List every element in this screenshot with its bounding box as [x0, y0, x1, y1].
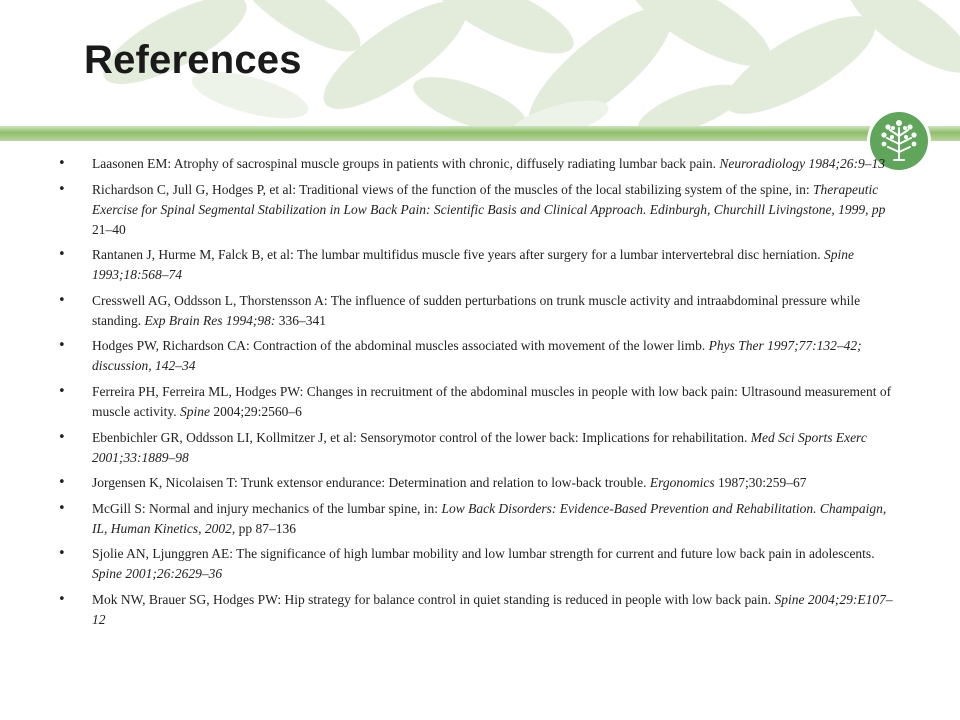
bullet-icon: • [58, 383, 66, 399]
reference-text: Ebenbichler GR, Oddsson LI, Kollmitzer J, et al: Sensorymotor control of the lower back: Implications for rehabilitation. [92, 429, 751, 445]
reference-citation: Phys Ther 1997;77:132–42; discussion, 142–34 [92, 338, 862, 374]
bullet-icon: • [58, 546, 66, 562]
reference-text: Rantanen J, Hurme M, Falck B, et al: The lumbar multifidus muscle five years after surgery for a lumbar intervertebral disc herniation. [92, 247, 825, 263]
reference-list [58, 154, 904, 636]
reference-tail: 2004;29:2560–6 [209, 403, 302, 419]
reference-citation: Spine [179, 403, 210, 419]
reference-citation: Spine 2001;26:2629–36 [92, 566, 223, 582]
reference-citation: Med Sci Sports Exerc 2001;33:1889–98 [92, 429, 867, 465]
reference-citation: Therapeutic Exercise for Spinal Segmental Stabilization in Low Back Pain: Scientific Basis and Clinical Approach. Edinburgh, Churchill Livingstone, 1999, pp [92, 181, 886, 217]
reference-item [58, 180, 904, 240]
reference-text: Hodges PW, Richardson CA: Contraction of the abdominal muscles associated with movement of the lower limb. [92, 338, 709, 354]
reference-item [58, 499, 904, 539]
reference-text: Ferreira PH, Ferreira ML, Hodges PW: Changes in recruitment of the abdominal muscles in people with low back pain: Ultrasound measurement of muscle activity. [92, 383, 892, 419]
reference-citation: Neuroradiology 1984;26:9–13 [719, 156, 885, 171]
reference-citation: Exp Brain Res 1994;98: [144, 312, 276, 328]
reference-tail: 336–341 [275, 312, 326, 328]
reference-citation: Low Back Disorders: Evidence-Based Prevention and Rehabilitation. Champaign, IL, Human Kinetics, 2002, [92, 500, 887, 536]
reference-text: Cresswell AG, Oddsson L, Thorstensson A: The influence of sudden perturbations on trunk muscle activity and intraabdominal pressure while standing. [92, 292, 861, 328]
bullet-icon: • [58, 247, 66, 263]
reference-item [58, 428, 904, 468]
reference-item [58, 154, 904, 174]
reference-text: Sjolie AN, Ljunggren AE: The significance of high lumbar mobility and low lumbar strength for current and future low back pain in adolescents. [92, 546, 875, 562]
bullet-icon: • [58, 429, 66, 445]
bullet-icon: • [58, 181, 66, 197]
bullet-icon: • [58, 156, 66, 171]
reference-tail: 21–40 [92, 221, 126, 237]
reference-item [58, 336, 904, 376]
reference-tail: pp 87–136 [235, 520, 296, 536]
reference-item [58, 245, 904, 285]
reference-text: Richardson C, Jull G, Hodges P, et al: Traditional views of the function of the muscles of the local stabilizing system of the spine, in: [92, 181, 814, 197]
reference-text: McGill S: Normal and injury mechanics of the lumbar spine, in: [92, 500, 442, 516]
bullet-icon: • [58, 338, 66, 354]
reference-citation: Spine 1993;18:568–74 [92, 247, 855, 283]
reference-text: Mok NW, Brauer SG, Hodges PW: Hip strategy for balance control in quiet standing is reduced in people with low back pain. [92, 591, 775, 607]
reference-item [58, 291, 904, 331]
reference-item [58, 382, 904, 422]
bullet-icon: • [58, 292, 66, 308]
bullet-icon: • [58, 475, 66, 491]
reference-item [58, 544, 904, 584]
bullet-icon: • [58, 500, 66, 516]
reference-text: Laasonen EM: Atrophy of sacrospinal muscle groups in patients with chronic, diffusely radiating lumbar back pain. [92, 156, 720, 171]
reference-item [58, 473, 904, 493]
reference-tail: 1987;30:259–67 [714, 475, 807, 491]
reference-citation: Ergonomics [649, 475, 715, 491]
header-divider-bar [0, 126, 960, 141]
reference-text: Jorgensen K, Nicolaisen T: Trunk extensor endurance: Determination and relation to low-back trouble. [92, 475, 650, 491]
reference-citation: Spine 2004;29:E107–12 [92, 591, 893, 627]
bullet-icon: • [58, 591, 66, 607]
page-title: References [84, 38, 302, 82]
reference-item [58, 590, 904, 630]
